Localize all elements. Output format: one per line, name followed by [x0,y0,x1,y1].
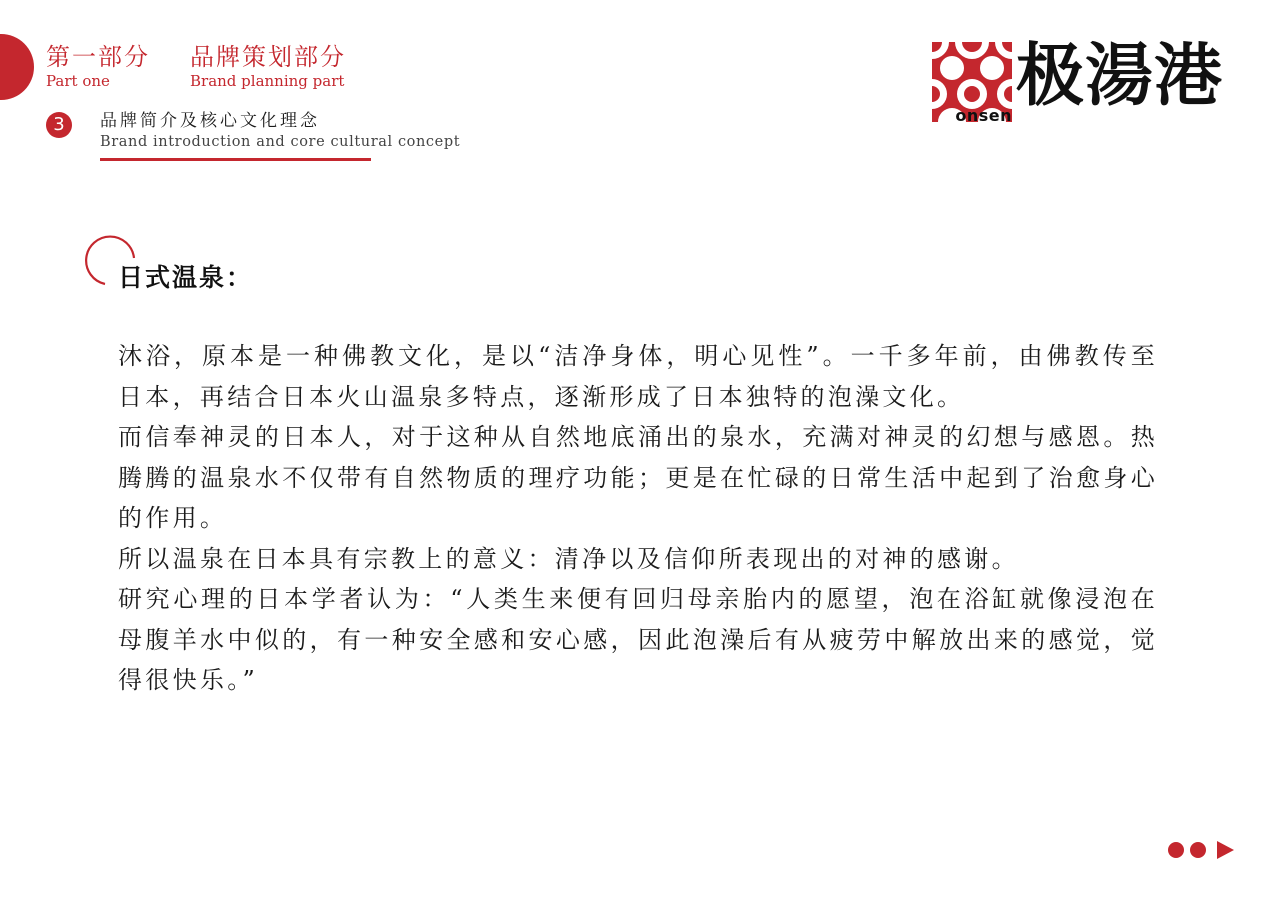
section-part-one [46,42,150,90]
content-heading: 日式温泉： [118,263,254,292]
corner-half-circle-icon [0,34,34,100]
paragraph: 而信奉神灵的日本人，对于这种从自然地底涌出的泉水，充满对神灵的幻想与感恩。热腾腾的温泉水不仅带有自然物质的理疗功能；更是在忙碌的日常生活中起到了治愈身心的作用。 [118,423,1158,532]
section-two-title: 品牌策划部分 [190,43,346,71]
section-brand-planning [190,42,346,90]
subsection-title-cn: 品牌简介及核心文化理念 [100,111,320,131]
paragraph: 所以温泉在日本具有宗教上的意义：清净以及信仰所表现出的对神的感谢。 [118,544,1019,573]
subsection-underline [100,158,371,161]
section-two-subtitle: Brand planning part [190,72,345,90]
section-one-subtitle: Part one [46,72,110,90]
subsection-title-en: Brand introduction and core cultural concept [100,134,461,150]
next-page-icon[interactable] [1166,839,1238,861]
subsection-title [100,110,460,152]
content-body [118,336,1158,701]
section-one-title: 第一部分 [46,43,150,71]
logo-wordmark-cn: 极湯港 [1016,36,1224,116]
logo-wordmark-en: onsen [955,106,1012,125]
paragraph: 沐浴，原本是一种佛教文化，是以“洁净身体，明心见性”。一千多年前，由佛教传至日本，再结合日本火山温泉多特点，逐渐形成了日本独特的泡澡文化。 [118,342,1158,411]
brand-logo [932,36,1242,132]
paragraph: 研究心理的日本学者认为：“人类生来便有回归母亲胎内的愿望，泡在浴缸就像浸泡在母腹羊水中似的，有一种安全感和安心感，因此泡澡后有从疲劳中解放出来的感觉，觉得很快乐。” [118,585,1158,694]
subsection-number-badge: 3 [46,112,72,138]
